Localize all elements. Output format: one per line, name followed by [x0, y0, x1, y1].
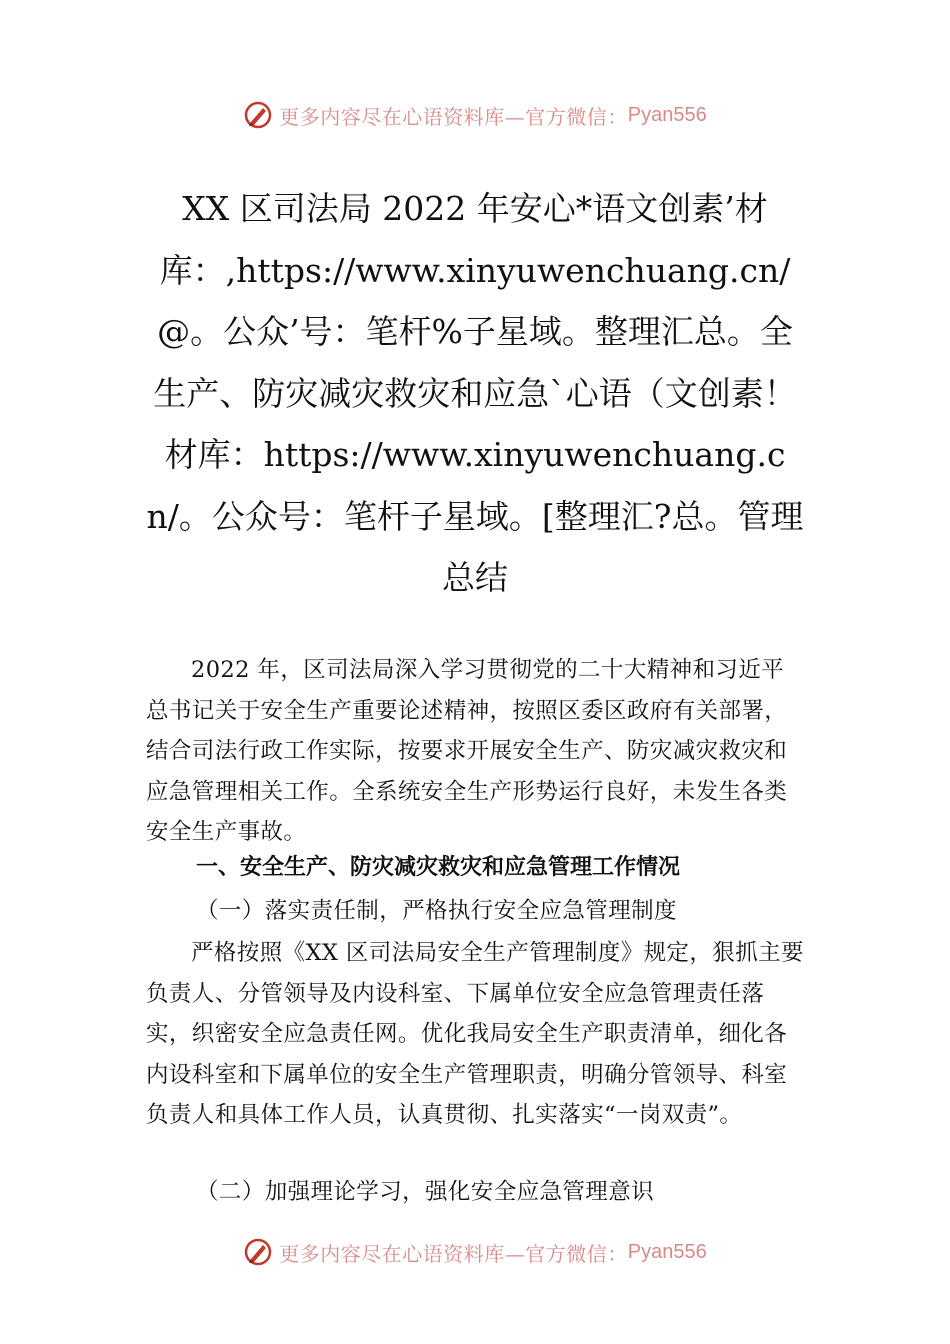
intro-paragraph: 2022 年，区司法局深入学习贯彻党的二十大精神和习近平总书记关于安全生产重要论述精神，按照区委区政府有关部署，结合司法行政工作实际，按要求开展安全生产、防灾减灾救灾和应急管理相关工作。全系统安全生产形势运行良好，未发生各类安全生产事故。	[146, 657, 788, 845]
header-watermark-banner	[0, 95, 950, 135]
document-title: XX 区司法局 2022 年安心*语文创素’材库：,https://www.xinyuwenchuang.cn/@。公众’号：笔杆%子星域。整理汇总。全生产、防灾减灾救灾和应急`心语（文创素！材库：https://www.xinyuwenchuang.cn/。公众号：笔杆子星域。[整理汇?总。管理总结	[146, 189, 804, 597]
banner-wechat-id: Pyan556	[627, 1240, 707, 1263]
section-heading-1: 一、安全生产、防灾减灾救灾和应急管理工作情况	[196, 855, 681, 880]
pen-circle-logo-icon	[243, 100, 273, 130]
subsection-heading-2: （二）加强理论学习，强化安全应急管理意识	[196, 1179, 655, 1205]
subsection-paragraph-1: 严格按照《XX 区司法局安全生产管理制度》规定，狠抓主要负责人、分管领导及内设科室、下属单位安全应急管理责任落实，织密安全应急责任网。优化我局安全生产职责清单，细化各内设科室和下属单位的安全生产管理职责，明确分管领导、科室负责人和具体工作人员，认真贯彻、扎实落实“一岗双责”。	[146, 940, 804, 1128]
banner-wechat-id: Pyan556	[627, 103, 707, 126]
footer-watermark-banner	[0, 1232, 950, 1272]
banner-text: 更多内容尽在心语资料库—官方微信：	[279, 1241, 628, 1266]
subsection-heading-1: （一）落实责任制，严格执行安全应急管理制度	[196, 898, 677, 924]
pen-circle-logo-icon	[243, 1237, 273, 1267]
banner-text: 更多内容尽在心语资料库—官方微信：	[279, 104, 628, 129]
